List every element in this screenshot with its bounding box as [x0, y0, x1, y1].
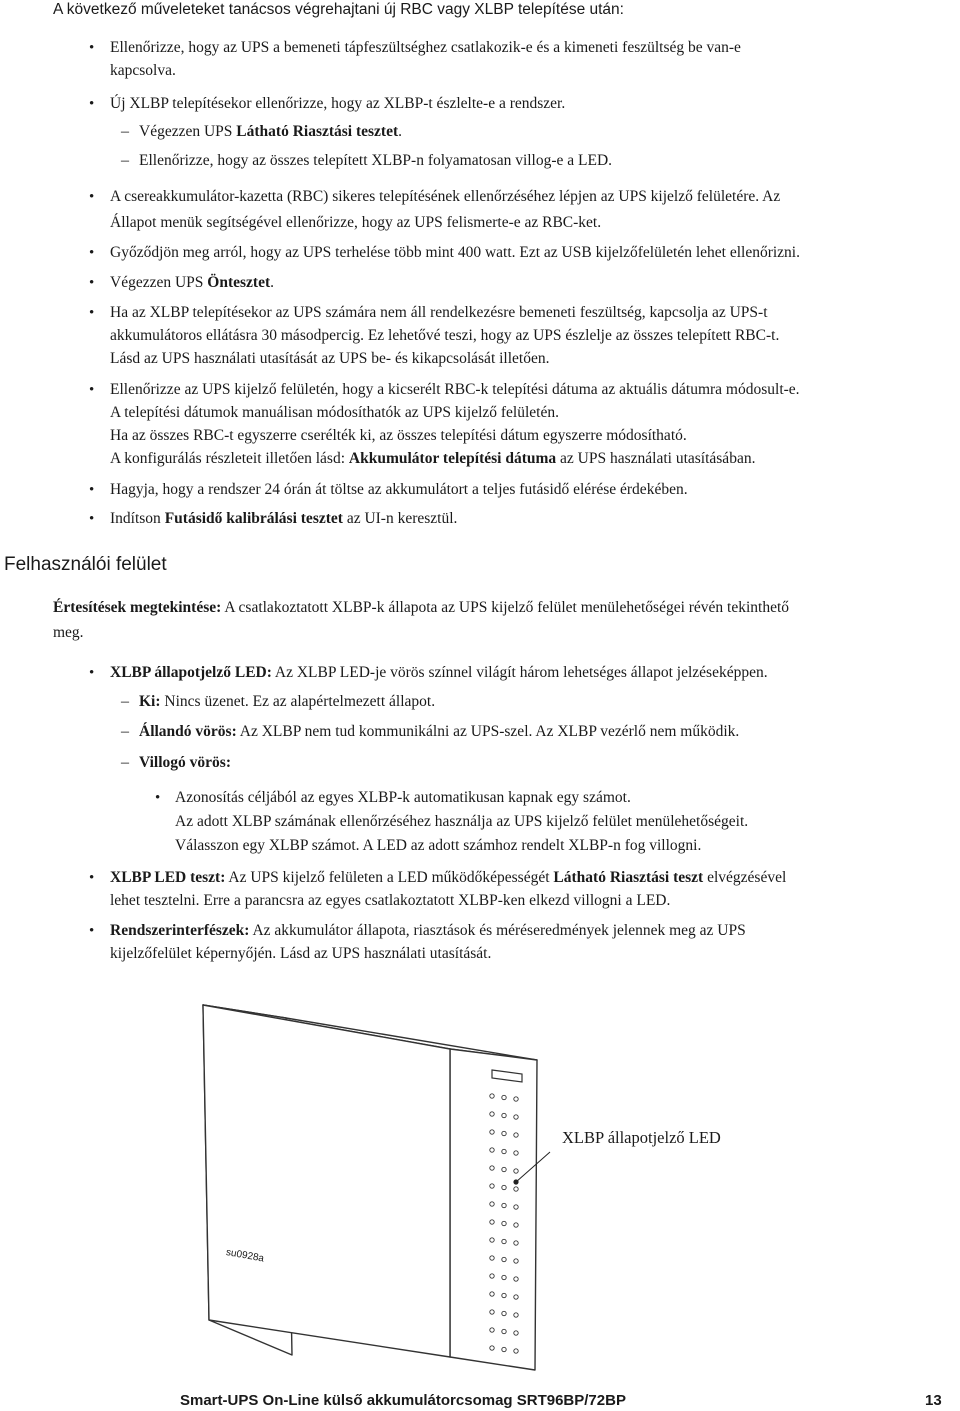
led-state-off: Ki: Nincs üzenet. Ez az alapértelmezett állapot. — [139, 693, 436, 710]
step-text: Indítson Futásidő kalibrálási tesztet az UI-n keresztül. — [110, 510, 458, 527]
dash: – — [121, 152, 129, 169]
substep-text: Végezzen UPS Látható Riasztási tesztet. — [139, 123, 403, 140]
bullet: • — [89, 482, 95, 498]
dash: – — [121, 754, 129, 771]
dash: – — [121, 123, 129, 140]
step-text: Győződjön meg arról, hogy az UPS terhelése több mint 400 watt. Ezt az USB kijelzőfelületén lehet ellenőrizni. — [110, 244, 800, 261]
bullet: • — [89, 870, 95, 886]
bullet: • — [89, 245, 95, 261]
step-text: Hagyja, hogy a rendszer 24 órán át töltse az akkumulátort a teljes futásidő elérése érdekében. — [110, 481, 688, 498]
led-test-text: lehet tesztelni. Erre a parancsra az egyes csatlakoztatott XLBP-ken elkezd villogni a LED. — [110, 892, 671, 909]
step-text: kapcsolva. — [110, 62, 176, 79]
page-number: 13 — [925, 1392, 942, 1409]
step-text: Új XLBP telepítésekor ellenőrizze, hogy az XLBP-t észlelte-e a rendszer. — [110, 95, 566, 112]
section-title: Felhasználói felület — [4, 554, 167, 575]
blink-text: Azonosítás céljából az egyes XLBP-k automatikusan kapnak egy számot. — [175, 789, 631, 806]
unit-long-face — [203, 1005, 450, 1357]
blink-text: Az adott XLBP számának ellenőrzéséhez használja az UPS kijelző felület menülehetőségeit. — [175, 813, 749, 830]
step-text: Állapot menük segítségével ellenőrizze, hogy az UPS felismerte-e az RBC-ket. — [110, 214, 602, 231]
bullet: • — [89, 382, 95, 398]
bullet: • — [155, 790, 161, 806]
led-test-text: XLBP LED teszt: Az UPS kijelző felületen a LED működőképességét Látható Riasztási teszt elvégzésével — [110, 869, 787, 886]
notifications-text: Értesítések megtekintése: A csatlakoztatott XLBP-k állapota az UPS kijelző felület menülehetőségei révén tekinthető — [53, 599, 790, 616]
step-text: Ellenőrizze az UPS kijelző felületén, hogy a kicserélt RBC-k telepítési dátuma az aktuális dátumra módosult-e. — [110, 381, 800, 398]
footer-title: Smart-UPS On-Line külső akkumulátorcsomag SRT96BP/72BP — [180, 1392, 626, 1409]
bullet: • — [89, 40, 95, 56]
step-text: A telepítési dátumok manuálisan módosíthatók az UPS kijelző felületén. — [110, 404, 559, 421]
bullet: • — [89, 305, 95, 321]
intro-text: A következő műveleteket tanácsos végrehajtani új RBC vagy XLBP telepítése után: — [53, 1, 624, 18]
bullet: • — [89, 665, 95, 681]
system-interfaces-text: Rendszerinterfészek: Az akkumulátor állapota, riasztások és méréseredmények jelennek meg az UPS — [110, 922, 746, 939]
bullet: • — [89, 189, 95, 205]
dash: – — [121, 693, 129, 710]
substep-text: Ellenőrizze, hogy az összes telepített XLBP-n folyamatosan villog-e a LED. — [139, 152, 613, 169]
dash: – — [121, 723, 129, 740]
bullet: • — [89, 275, 95, 291]
blink-text: Válasszon egy XLBP számot. A LED az adott számhoz rendelt XLBP-n fog villogni. — [175, 837, 702, 854]
bullet: • — [89, 96, 95, 112]
xlbp-unit-illustration — [200, 1000, 560, 1380]
led-state-solid: Állandó vörös: Az XLBP nem tud kommunikálni az UPS-szel. Az XLBP vezérlő nem működik. — [139, 723, 740, 740]
step-text: akkumulátoros ellátásra 30 másodpercig. Ez lehetővé teszi, hogy az UPS észlelje az összes telepített RBC-t. — [110, 327, 780, 344]
bullet: • — [89, 923, 95, 939]
figure-label: XLBP állapotjelző LED — [562, 1128, 721, 1147]
notifications-text: meg. — [53, 624, 84, 641]
step-text: Ha az összes RBC-t egyszerre cserélték ki, az összes telepítési dátum egyszerre módosítható. — [110, 427, 687, 444]
system-interfaces-text: kijelzőfelület képernyőjén. Lásd az UPS használati utasítását. — [110, 945, 492, 962]
step-text: A csereakkumulátor-kazetta (RBC) sikeres telepítésének ellenőrzéséhez lépjen az UPS kijelző felületére. Az — [110, 188, 781, 205]
step-text: Lásd az UPS használati utasítását az UPS be- és kikapcsolását illetően. — [110, 350, 550, 367]
bullet: • — [89, 511, 95, 527]
step-text: A konfigurálás részleteit illetően lásd: Akkumulátor telepítési dátuma az UPS használati utasításában. — [110, 450, 756, 467]
step-text: Ha az XLBP telepítésekor az UPS számára nem áll rendelkezésre bemeneti feszültség, kapcsolja az UPS-t — [110, 304, 768, 321]
step-text: Végezzen UPS Öntesztet. — [110, 274, 274, 291]
figure-code: su0928a — [225, 1247, 265, 1265]
step-text: Ellenőrizze, hogy az UPS a bemeneti tápfeszültséghez csatlakozik-e és a kimeneti feszültség be van-e — [110, 39, 741, 56]
led-text: XLBP állapotjelző LED: Az XLBP LED-je vörös színnel világít három lehetséges állapot jelzéseképpen. — [110, 664, 768, 681]
led-state-blink: Villogó vörös: — [139, 754, 231, 771]
